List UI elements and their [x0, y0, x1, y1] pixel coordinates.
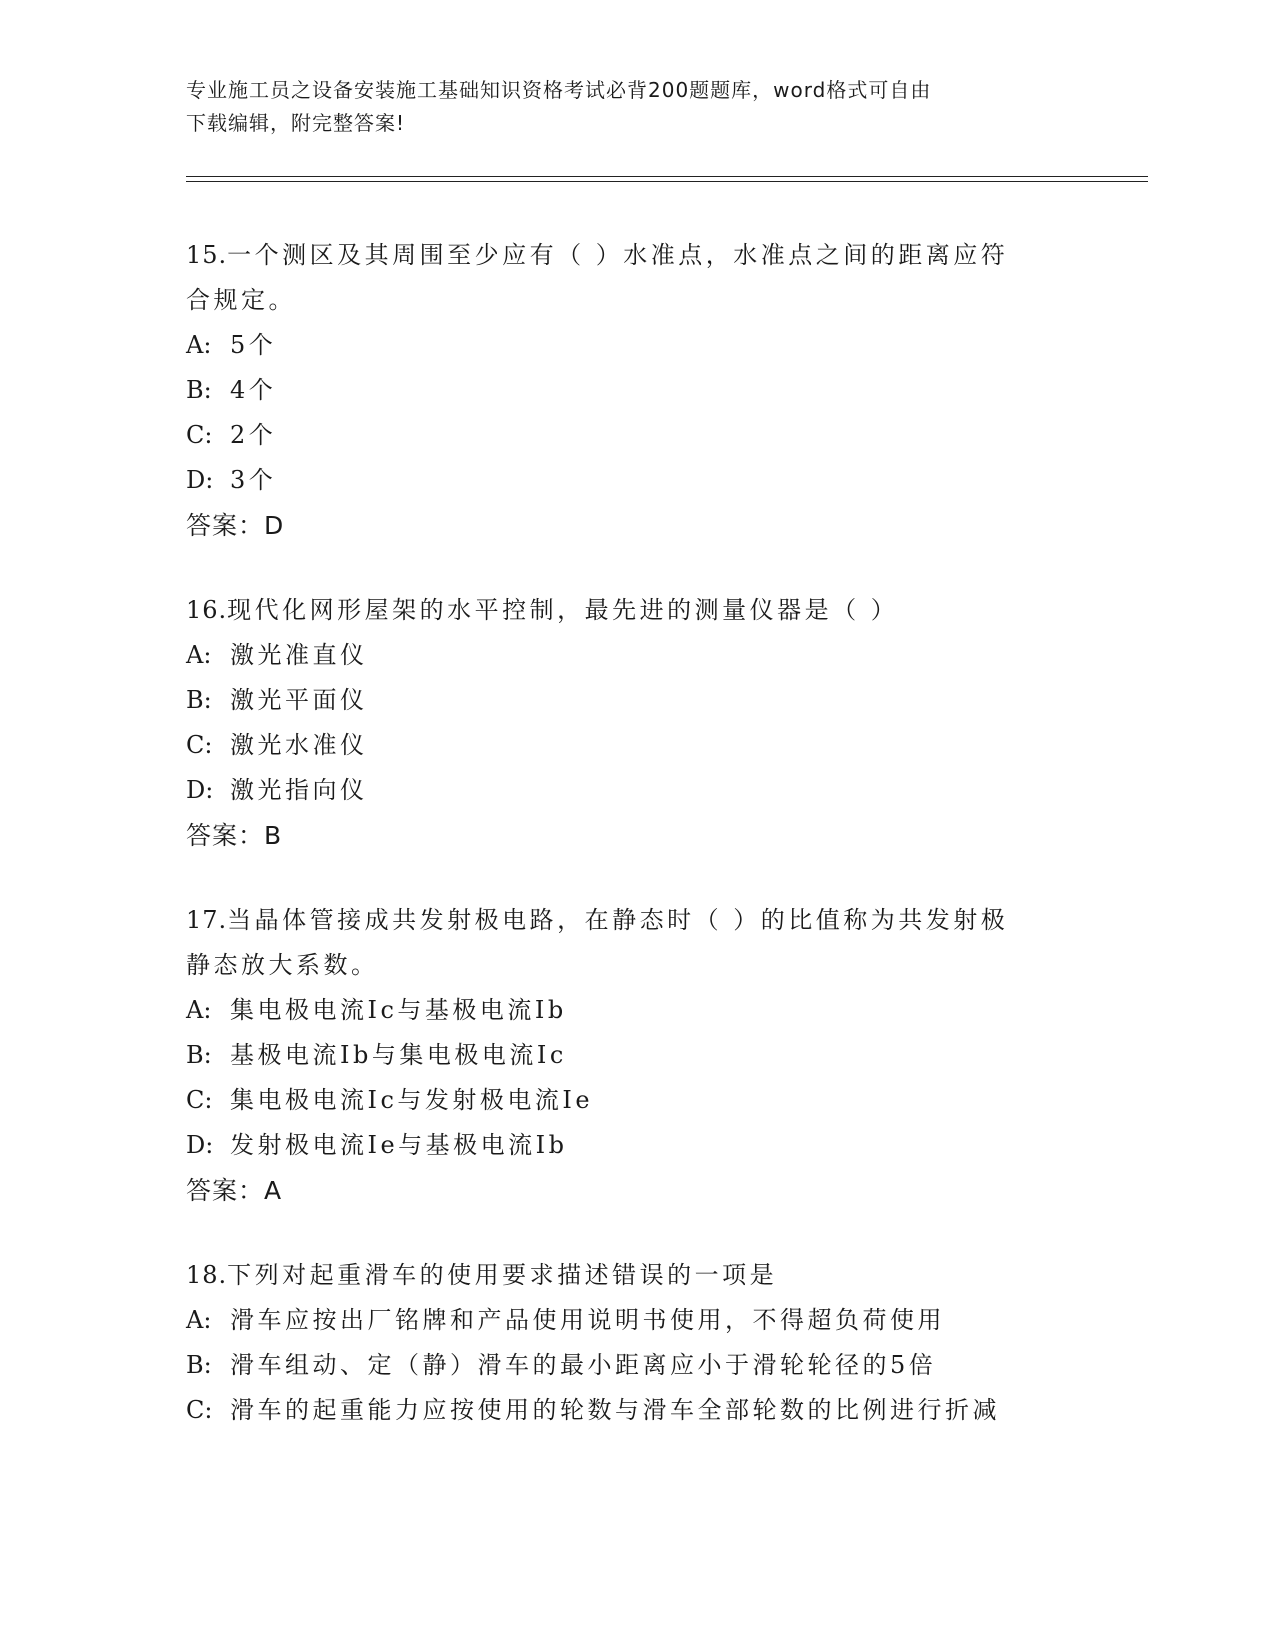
- question-text: [186, 588, 1066, 633]
- option-key: C:: [186, 421, 213, 449]
- question-17: [186, 898, 1066, 1213]
- option-key: C:: [186, 1396, 213, 1424]
- option-text: 4个: [230, 376, 277, 404]
- option-key: D:: [186, 776, 214, 804]
- option-b: [186, 1343, 1066, 1388]
- answer-value: A: [264, 1176, 283, 1205]
- question-number: 15.: [186, 241, 228, 269]
- question-text: [186, 1253, 1066, 1298]
- option-text: 3个: [230, 466, 277, 494]
- option-a: [186, 323, 1066, 368]
- question-15: [186, 233, 1066, 548]
- question-text-line-1: 下列对起重滑车的使用要求描述错误的一项是: [227, 1261, 778, 1289]
- option-key: A:: [186, 641, 212, 669]
- question-number: 17.: [186, 906, 228, 934]
- option-text: 5个: [230, 331, 277, 359]
- question-text-line-2: 静态放大系数。: [186, 951, 379, 979]
- question-18: [186, 1253, 1066, 1433]
- answer-label: 答案：: [186, 821, 265, 850]
- option-key: B:: [186, 1351, 212, 1379]
- option-d: [186, 1123, 1066, 1168]
- question-text-line-1: 当晶体管接成共发射极电路，在静态时（ ）的比值称为共发射极: [227, 906, 1009, 934]
- answer-line: [186, 503, 1066, 548]
- header-divider-bottom: [186, 181, 1148, 182]
- option-text: 激光水准仪: [230, 731, 368, 759]
- answer-line: [186, 813, 1066, 858]
- option-key: B:: [186, 1041, 212, 1069]
- option-text: 集电极电流Ic与基极电流Ib: [230, 996, 567, 1024]
- option-c: [186, 723, 1066, 768]
- answer-label: 答案：: [186, 1176, 265, 1205]
- option-key: A:: [186, 331, 212, 359]
- option-key: D:: [186, 1131, 214, 1159]
- option-a: [186, 1298, 1066, 1343]
- option-b: [186, 1033, 1066, 1078]
- option-text: 集电极电流Ic与发射极电流Ie: [230, 1086, 594, 1114]
- header-line-2: 下载编辑，附完整答案!: [186, 111, 406, 135]
- option-key: C:: [186, 1086, 213, 1114]
- header-divider-top: [186, 176, 1148, 177]
- option-text: 激光指向仪: [230, 776, 368, 804]
- answer-value: B: [264, 821, 283, 850]
- option-a: [186, 988, 1066, 1033]
- question-text-line-1: 现代化网形屋架的水平控制，最先进的测量仪器是（ ）: [227, 596, 899, 624]
- option-c: [186, 413, 1066, 458]
- option-text: 滑车组动、定（静）滑车的最小距离应小于滑轮轮径的5倍: [230, 1351, 937, 1379]
- option-b: [186, 678, 1066, 723]
- question-16: [186, 588, 1066, 858]
- option-text: 激光平面仪: [230, 686, 368, 714]
- header-line-1: 专业施工员之设备安装施工基础知识资格考试必背200题题库，word格式可自由: [186, 78, 932, 102]
- option-key: A:: [186, 996, 212, 1024]
- option-key: B:: [186, 376, 212, 404]
- option-a: [186, 633, 1066, 678]
- answer-label: 答案：: [186, 511, 265, 540]
- question-number: 18.: [186, 1261, 228, 1289]
- question-text-line-1: 一个测区及其周围至少应有（ ）水准点，水准点之间的距离应符: [227, 241, 1009, 269]
- option-text: 发射极电流Ie与基极电流Ib: [230, 1131, 568, 1159]
- option-c: [186, 1388, 1066, 1433]
- option-key: B:: [186, 686, 212, 714]
- question-list: [186, 233, 1066, 1473]
- document-header: [186, 74, 1066, 140]
- option-key: D:: [186, 466, 214, 494]
- option-c: [186, 1078, 1066, 1123]
- question-number: 16.: [186, 596, 228, 624]
- answer-value: D: [264, 511, 285, 540]
- option-key: A:: [186, 1306, 212, 1334]
- option-key: C:: [186, 731, 213, 759]
- option-text: 2个: [230, 421, 277, 449]
- option-text: 滑车的起重能力应按使用的轮数与滑车全部轮数的比例进行折减: [230, 1396, 1000, 1424]
- question-text: [186, 233, 1066, 278]
- option-b: [186, 368, 1066, 413]
- option-text: 基极电流Ib与集电极电流Ic: [230, 1041, 567, 1069]
- option-d: [186, 768, 1066, 813]
- question-text-line-2: 合规定。: [186, 286, 296, 314]
- option-d: [186, 458, 1066, 503]
- option-text: 滑车应按出厂铭牌和产品使用说明书使用，不得超负荷使用: [230, 1306, 945, 1334]
- answer-line: [186, 1168, 1066, 1213]
- option-text: 激光准直仪: [230, 641, 368, 669]
- question-text: [186, 898, 1066, 943]
